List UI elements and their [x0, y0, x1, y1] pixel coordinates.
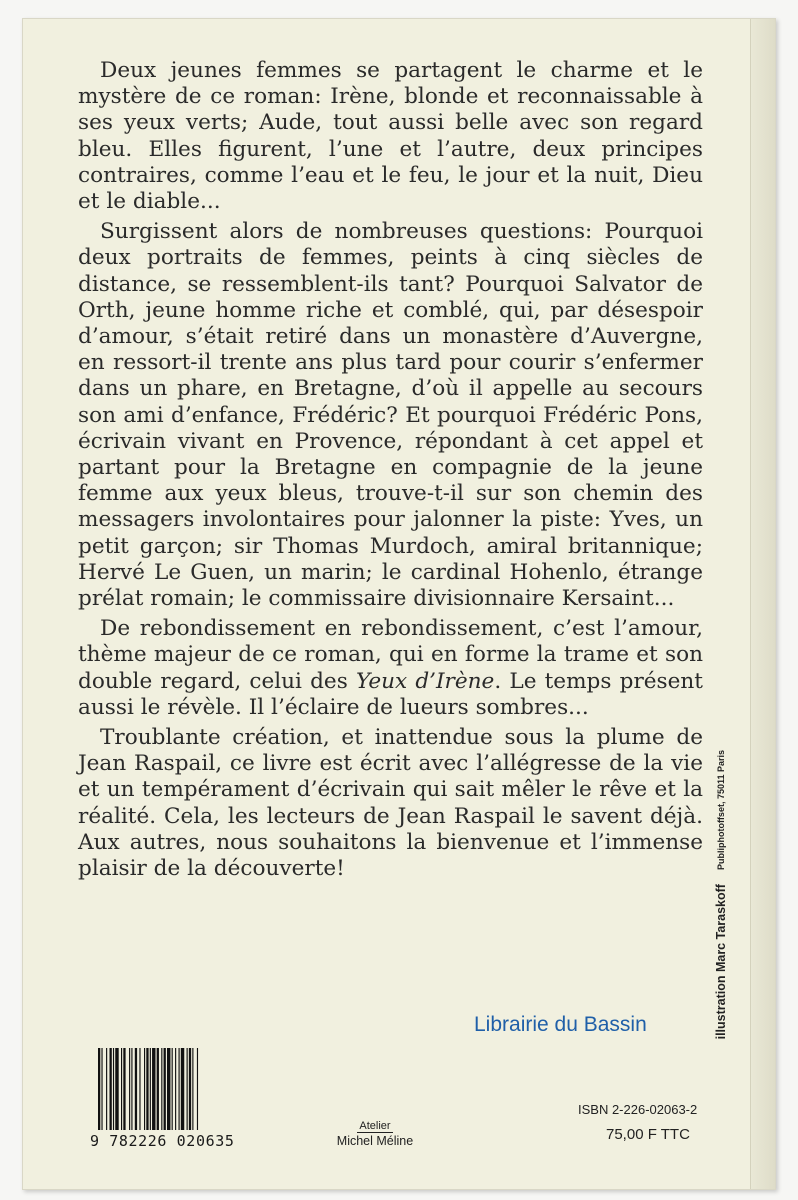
barcode-bars: [98, 1048, 238, 1130]
price-label: 75,00 F TTC: [606, 1126, 690, 1143]
publisher-line-2: Michel Méline: [336, 1134, 414, 1148]
blurb-paragraph-2: Surgissent alors de nombreuses questions: Pourquoi deux portraits de femmes, peints à cinq siècles de distance, se ressemblent-ils tant? Pourquoi Salvator de Orth, jeune homme riche et comblé, qui, par désespoir d’amour, s’était retiré dans un monastère d’Auvergne, en ressort-il trente ans plus tard pour courir s’enfermer dans un phare, en Bretagne, d’où il appelle au secours son ami d’enfance, Frédéric? Et pourquoi Frédéric Pons, écrivain vivant en Provence, répondant à cet appel et partant pour la Bretagne en compagnie de la jeune femme aux yeux bleus, trouve-t-il sur son chemin des messagers involontaires pour jalonner la piste: Yves, un petit garçon; sir Thomas Murdoch, amiral britannique; Hervé Le Guen, un marin; le cardinal Hohenlo, étrange prélat romain; le commissaire divisionnaire Kersaint...: [78, 219, 703, 612]
illustration-credit: illustration Marc Taraskoff: [714, 884, 728, 1040]
blurb-paragraph-3: [78, 616, 703, 721]
back-cover-blurb: [78, 58, 703, 886]
printer-credit: Publiphotoffset, 75011 Paris: [716, 750, 726, 871]
barcode-digits: 9 782226 020635: [90, 1132, 235, 1150]
blurb-paragraph-3-start: De rebondissement en rebondissement, c’est l’amour, thème majeur de ce roman, qui en forme la trame et son double regard, celui des: [78, 616, 703, 694]
barcode-block: [90, 1048, 242, 1158]
blurb-paragraph-4: Troublante création, et inattendue sous la plume de Jean Raspail, ce livre est écrit avec l’allégresse de la vie et un tempérament d’écrivain qui sait mêler le rêve et la réalité. Cela, les lecteurs de Jean Raspail le savent déjà. Aux autres, nous souhaitons la bienvenue et l’immense plaisir de la découverte!: [78, 725, 703, 882]
publisher-logo: [330, 1116, 420, 1148]
publisher-line-1: Atelier: [359, 1120, 391, 1132]
book-title-italic: Yeux d’Irène: [355, 668, 495, 694]
isbn-number: ISBN 2-226-02063-2: [578, 1102, 698, 1117]
blurb-paragraph-3-end: . Le temps présent aussi le révèle. Il l’éclaire de lueurs sombres...: [78, 668, 703, 720]
blurb-paragraph-1: Deux jeunes femmes se partagent le charme et le mystère de ce roman: Irène, blonde et reconnaissable à ses yeux verts; Aude, tout aussi belle avec son regard bleu. Elles figurent, l’une et l’autre, deux principes contraires, comme l’eau et le feu, le jour et la nuit, Dieu et le diable...: [78, 58, 703, 215]
dust-jacket-edge: [750, 19, 775, 1189]
vertical-credits: [708, 750, 734, 1090]
bookseller-stamp: Librairie du Bassin: [474, 1013, 647, 1036]
